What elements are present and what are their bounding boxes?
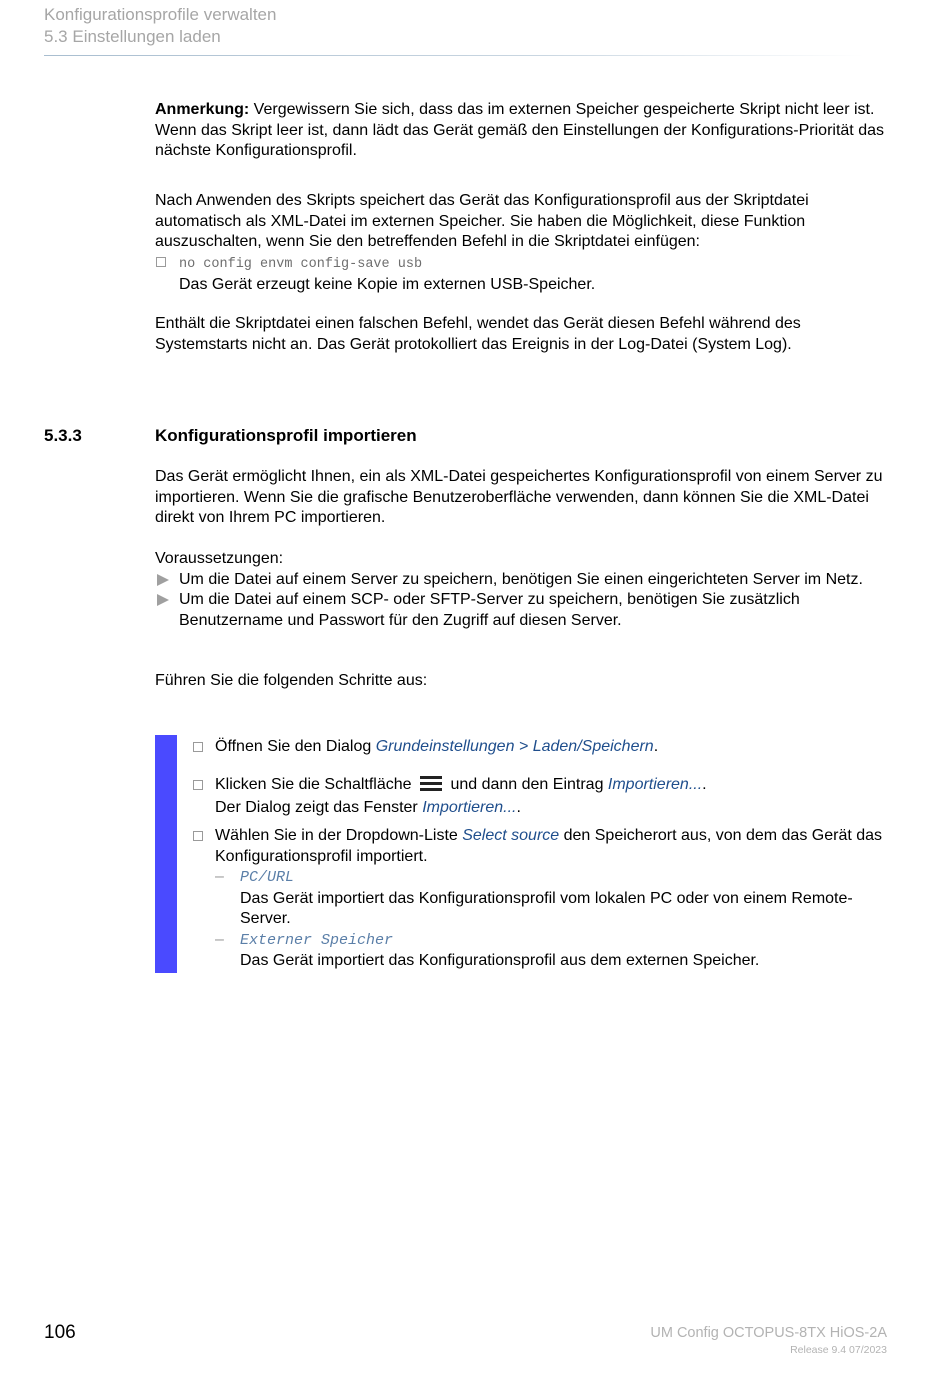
- prereq-text: Um die Datei auf einem SCP- oder SFTP-Server zu speichern, benötigen Sie zusätzlich Benutzername und Passwort für den Zugriff auf diesen Server.: [179, 591, 800, 629]
- script-paragraph: Nach Anwenden des Skripts speichert das Gerät das Konfigurationsprofil aus der Skriptdatei automatisch als XML-Datei im externen Speicher. Sie haben die Möglichkeit, diese Funktion auszuschalten, wenn Sie den betreffenden Befehl in die Skriptdatei einfügen:: [155, 192, 809, 250]
- steps-intro: Führen Sie die folgenden Schritte aus:: [155, 672, 428, 689]
- error-paragraph-block: [155, 314, 890, 355]
- step-2-mid: und dann den Eintrag: [446, 776, 608, 793]
- note-text: Vergewissern Sie sich, dass das im externen Speicher gespeicherte Skript nicht leer ist. Wenn das Skript leer ist, dann lädt das Gerät gemäß den Einstellungen der Konfigurations-Priorität das nächste Konfigurationsprofil.: [155, 101, 884, 159]
- prereq-label: Voraussetzungen:: [155, 550, 284, 567]
- running-header: [44, 4, 276, 48]
- option-external-storage-name: Externer Speicher: [240, 931, 394, 949]
- step-2-period: .: [702, 776, 707, 793]
- triangle-bullet-icon: [157, 574, 169, 586]
- intro-block: [155, 467, 890, 529]
- steps-intro-block: [155, 671, 890, 692]
- dash-bullet-icon: –: [215, 868, 224, 885]
- code-command: no config envm config-save usb: [179, 256, 423, 272]
- step-1: [190, 737, 890, 758]
- option-external-storage-desc: Das Gerät importiert das Konfigurationsprofil aus dem externen Speicher.: [240, 952, 760, 969]
- select-source-link: Select source: [462, 827, 560, 844]
- option-external-storage: [215, 930, 890, 972]
- prereq-item: [155, 590, 890, 631]
- note-label: Anmerkung:: [155, 101, 250, 118]
- checkbox-square-icon: [193, 742, 203, 752]
- dialog-path-link: Grundeinstellungen > Laden/Speichern: [375, 738, 654, 755]
- step-1-period: .: [653, 738, 659, 755]
- hamburger-menu-icon: [420, 775, 442, 792]
- import-window-link: Importieren...: [422, 798, 517, 816]
- prereq-text: Um die Datei auf einem Server zu speichern, benötigen Sie einen eingerichteten Server im Netz.: [179, 570, 863, 588]
- step-2-result-period: .: [516, 798, 521, 816]
- error-paragraph: Enthält die Skriptdatei einen falschen Befehl, wendet das Gerät diesen Befehl während des Systemstarts nicht an. Das Gerät protokolliert das Ereignis in der Log-Datei (System Log).: [155, 315, 801, 353]
- option-pc-url-name: PC/URL: [240, 869, 295, 886]
- step-2-text: Klicken Sie die Schaltfläche: [215, 776, 416, 793]
- option-pc-url: [215, 867, 890, 930]
- footer-doc-title: UM Config OCTOPUS-8TX HiOS-2A: [650, 1325, 887, 1341]
- step-3-rest: den Speicherort aus, von dem das Gerät das Konfigurationsprofil importiert.: [215, 827, 883, 865]
- step-1-text: Öffnen Sie den Dialog: [215, 738, 376, 755]
- checkbox-square-icon: [193, 831, 203, 841]
- footer-info: [650, 1324, 887, 1358]
- option-pc-url-desc: Das Gerät importiert das Konfigurationsprofil vom lokalen PC oder von einem Remote-Server.: [240, 889, 853, 927]
- prerequisites-block: [155, 549, 890, 631]
- header-chapter: Konfigurationsprofile verwalten: [44, 5, 277, 24]
- prereq-item: [155, 570, 890, 591]
- step-2-result: Der Dialog zeigt das Fenster: [215, 798, 423, 816]
- intro-paragraph: Das Gerät ermöglicht Ihnen, ein als XML-Datei gespeichertes Konfigurationsprofil von einem Server zu importieren. Wenn Sie die grafische Benutzeroberfläche verwenden, dann können Sie die XML-Datei direkt von Ihrem PC importieren.: [155, 468, 883, 526]
- steps-marker-bar: [155, 735, 177, 973]
- code-description: Das Gerät erzeugt keine Kopie im externen USB-Speicher.: [179, 276, 596, 293]
- step-3: [190, 826, 890, 972]
- checkbox-square-icon: [156, 257, 166, 267]
- page-number: 106: [44, 1322, 76, 1343]
- section-title: Konfigurationsprofil importieren: [155, 426, 417, 445]
- note-block: [155, 100, 890, 162]
- checkbox-square-icon: [193, 780, 203, 790]
- step-2: [190, 775, 890, 818]
- code-item: [155, 253, 890, 276]
- script-block: [155, 191, 890, 296]
- dash-bullet-icon: –: [215, 930, 224, 948]
- header-section: 5.3 Einstellungen laden: [44, 27, 221, 46]
- footer-release: Release 9.4 07/2023: [790, 1344, 887, 1356]
- header-divider: [44, 55, 864, 56]
- section-number: 5.3.3: [44, 426, 82, 445]
- triangle-bullet-icon: [157, 594, 169, 606]
- step-3-text: Wählen Sie in der Dropdown-Liste: [215, 827, 463, 844]
- import-entry-link: Importieren...: [607, 776, 703, 793]
